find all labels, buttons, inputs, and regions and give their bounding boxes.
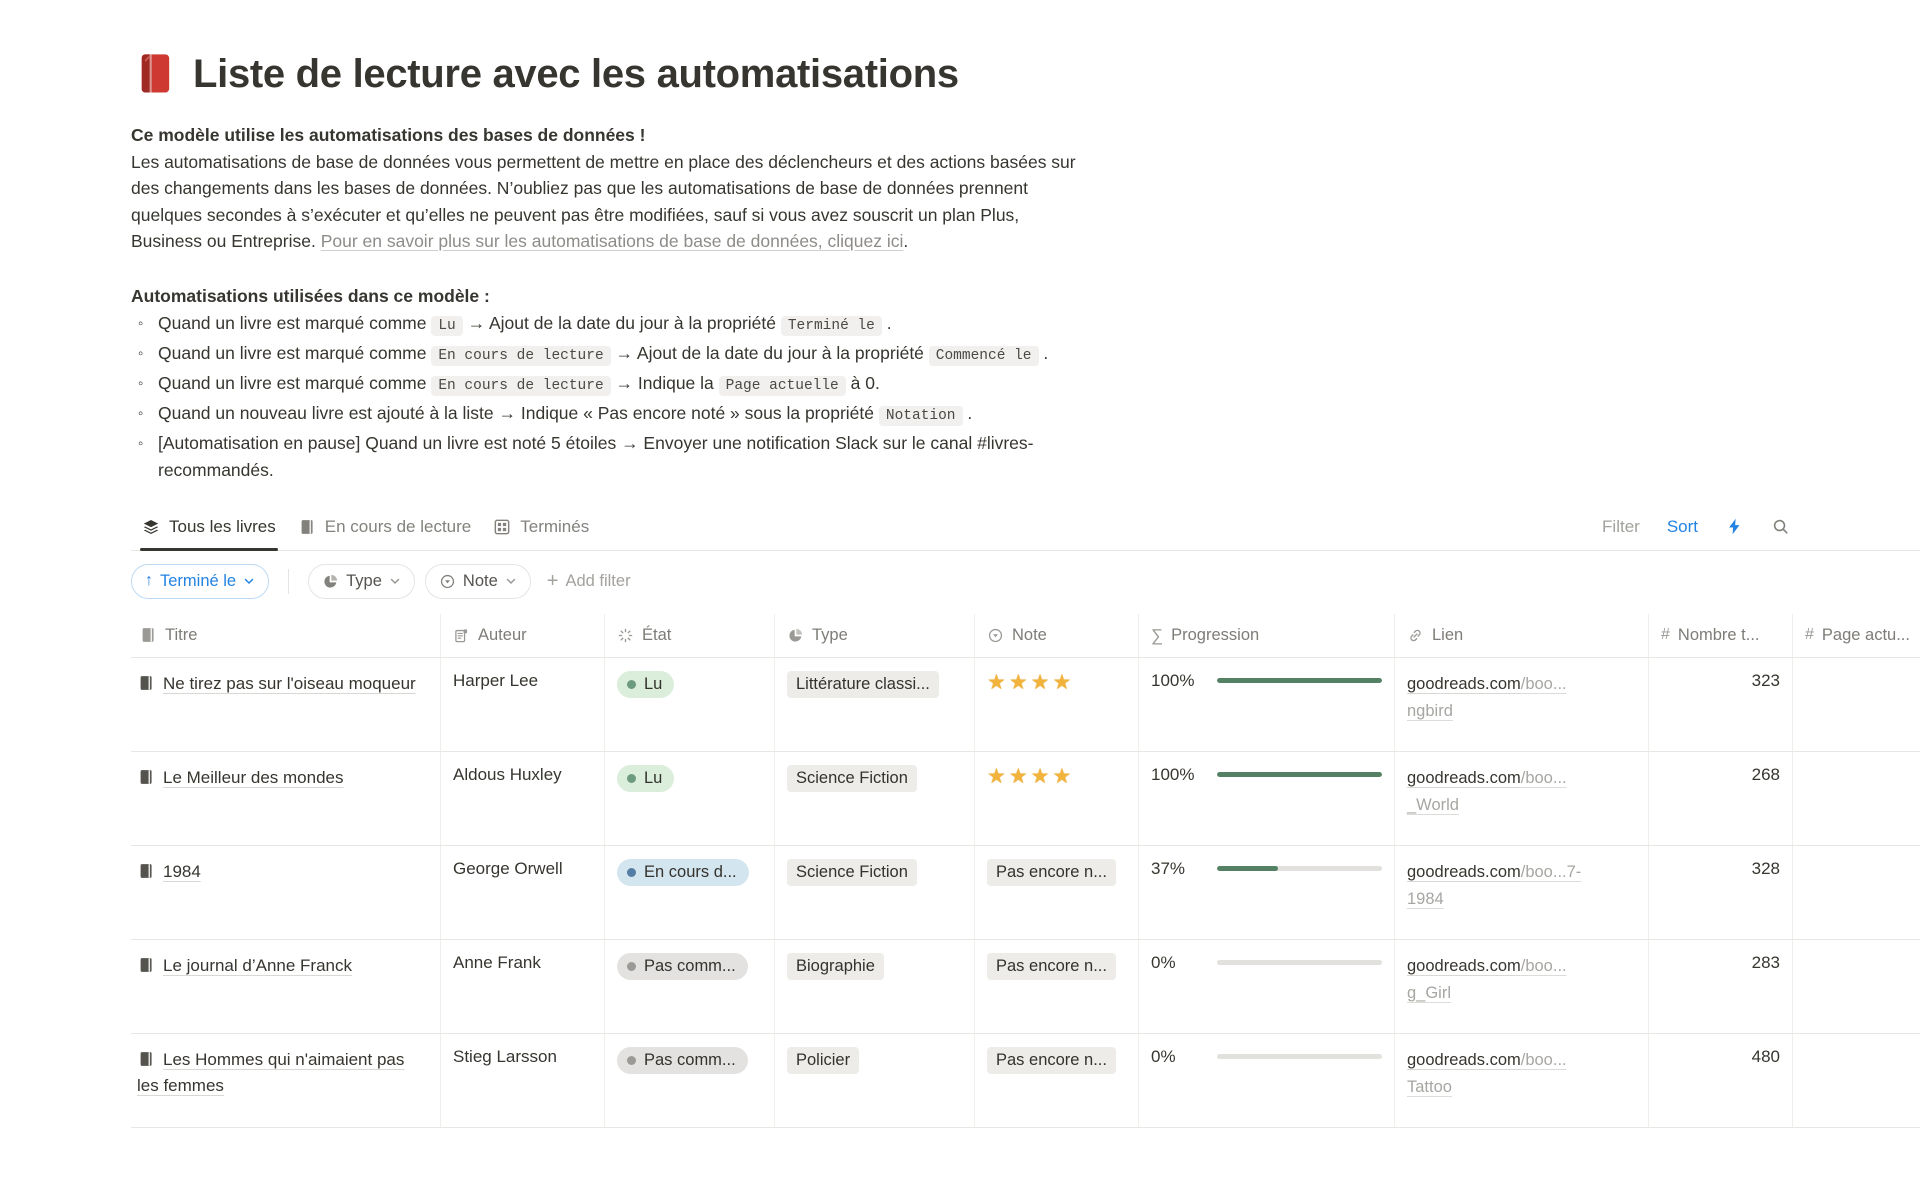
page-count-value: 323 (1751, 670, 1780, 690)
page-count-value: 328 (1751, 858, 1780, 878)
hash-icon: # (1805, 626, 1814, 643)
status-label: Lu (644, 674, 663, 693)
status-dot (627, 868, 636, 877)
note-cell[interactable] (975, 846, 1139, 939)
author-text: George Orwell (453, 858, 563, 878)
link-cell-wrap[interactable] (1395, 752, 1649, 845)
note-tag[interactable]: Pas encore n... (987, 859, 1116, 886)
status-icon (617, 627, 634, 644)
link-path-continued: _World (1407, 795, 1459, 814)
tab-termin-s[interactable] (482, 504, 600, 550)
author-cell[interactable] (441, 658, 605, 751)
add-filter-button[interactable] (547, 571, 631, 591)
author-text: Anne Frank (453, 952, 541, 972)
link-domain: goodreads.com (1407, 956, 1521, 975)
current-page-cell[interactable] (1793, 658, 1920, 751)
type-tag[interactable]: Science Fiction (787, 765, 917, 792)
book-icon (137, 956, 155, 974)
star-rating[interactable]: ★★★★ (987, 764, 1075, 788)
page-count-value: 268 (1751, 764, 1780, 784)
title-cell[interactable] (131, 846, 441, 939)
link-icon (1407, 627, 1424, 644)
property-code-tag: En cours de lecture (431, 376, 610, 396)
sort-chip-label: Terminé le (160, 571, 237, 590)
filter-button[interactable]: Filter (1602, 516, 1640, 536)
filter-bar (131, 551, 1920, 614)
page-count-value: 480 (1751, 1046, 1780, 1066)
add-filter-label: Add filter (565, 571, 631, 590)
automation-item: ◦ Quand un livre est marqué comme En cours de lecture → Indique la Page actuelle à 0. (131, 370, 1116, 400)
automations-heading: Automatisations utilisées dans ce modèle : (131, 285, 490, 306)
view-tabs (131, 504, 600, 550)
automation-item: ◦ Quand un livre est marqué comme Lu → Ajout de la date du jour à la propriété Terminé le . (131, 310, 1116, 340)
status-dot (627, 680, 636, 689)
column-header-auteur[interactable] (441, 614, 605, 657)
note-tag[interactable]: Pas encore n... (987, 1047, 1116, 1074)
note-cell[interactable] (975, 752, 1139, 845)
type-tag[interactable]: Littérature classi... (787, 671, 939, 698)
hash-icon: # (1661, 626, 1670, 643)
link-line-1 (1407, 765, 1636, 792)
progression-cell[interactable] (1139, 658, 1395, 751)
automation-item: ◦ Quand un livre est marqué comme En cours de lecture → Ajout de la date du jour à la propriété Commencé le . (131, 340, 1116, 370)
type-tag[interactable]: Biographie (787, 953, 884, 980)
progress-bar-fill (1217, 866, 1278, 871)
tab-label: En cours de lecture (324, 516, 472, 536)
type-tag[interactable]: Policier (787, 1047, 859, 1074)
author-cell[interactable] (441, 846, 605, 939)
link-domain: goodreads.com (1407, 1050, 1521, 1069)
gallery-icon (493, 518, 511, 536)
link-line-1 (1407, 859, 1636, 886)
book-title-link[interactable]: Le journal d’Anne Franck (163, 955, 353, 975)
sigma-icon: ∑ (1151, 625, 1164, 645)
link-domain: goodreads.com (1407, 862, 1521, 881)
note-tag[interactable]: Pas encore n... (987, 953, 1116, 980)
progression-cell[interactable] (1139, 1034, 1395, 1127)
progress-percent: 0% (1151, 952, 1176, 972)
tab-label: Terminés (520, 516, 590, 536)
author-cell[interactable] (441, 752, 605, 845)
type-cell[interactable] (775, 658, 975, 751)
book-icon (137, 862, 155, 880)
column-label: Titre (165, 625, 198, 644)
current-page-cell[interactable] (1793, 846, 1920, 939)
status-dot (627, 774, 636, 783)
title-cell[interactable] (131, 658, 441, 751)
status-label: Pas comm... (644, 1050, 736, 1069)
red-book-emoji (131, 51, 178, 98)
title-cell[interactable] (131, 940, 441, 1033)
status-label: En cours d... (644, 862, 737, 881)
automations-learn-more-link[interactable]: Pour en savoir plus sur les automatisations de base de données, cliquez ici (320, 231, 904, 251)
current-page-cell[interactable] (1793, 940, 1920, 1033)
filter-chip-note[interactable] (425, 564, 531, 599)
status-cell[interactable] (605, 1034, 775, 1127)
intro-body-text: Les automatisations de base de données vous permettent de mettre en place des déclencheurs et des actions basées sur des changements dans les bases de données. N’oubliez pas que les automatisations de base de données prennent quelques secondes à s’exécuter et qu’elles ne peuvent pas être modifiées, sauf si vous avez souscrit un plan Plus, Business ou Entreprise. (131, 151, 1076, 251)
bullet-marker: ◦ (138, 344, 144, 362)
progress-percent: 0% (1151, 1046, 1176, 1066)
page-count-cell[interactable] (1649, 940, 1793, 1033)
property-code-tag: En cours de lecture (431, 346, 610, 366)
link-line-2 (1407, 886, 1636, 913)
progress-row (1151, 859, 1382, 879)
status-cell[interactable] (605, 752, 775, 845)
status-cell[interactable] (605, 846, 775, 939)
book-title-link[interactable]: Le Meilleur des mondes (163, 767, 344, 787)
bullet-marker: ◦ (138, 404, 144, 422)
table-row (131, 658, 1920, 752)
column-header-page[interactable] (1793, 614, 1920, 657)
property-code-tag: Notation (879, 406, 963, 426)
view-tabs-bar (131, 504, 1920, 551)
type-tag[interactable]: Science Fiction (787, 859, 917, 886)
pie-icon (787, 627, 804, 644)
page-count-cell[interactable] (1649, 846, 1793, 939)
goodreads-link[interactable] (1407, 1047, 1636, 1101)
table-row (131, 846, 1920, 940)
book-icon (137, 1050, 155, 1068)
book-icon (298, 518, 316, 536)
link-path: /boo...7- (1520, 862, 1582, 881)
book-title-link[interactable]: Les Hommes qui n'aimaient pas les femmes (137, 1049, 405, 1095)
chevron-down-icon (243, 575, 255, 587)
progress-row (1151, 1047, 1382, 1067)
column-label: Type (812, 625, 848, 644)
progression-cell[interactable] (1139, 752, 1395, 845)
progress-row (1151, 671, 1382, 691)
type-cell[interactable] (775, 1034, 975, 1127)
circle-caret-icon (987, 627, 1004, 644)
view-controls (1602, 504, 1790, 550)
column-label: Nombre t... (1677, 625, 1760, 644)
filter-divider (288, 569, 289, 594)
author-cell[interactable] (441, 940, 605, 1033)
property-code-tag: Page actuelle (719, 376, 846, 396)
page-title (131, 51, 1920, 98)
status-cell[interactable] (605, 658, 775, 751)
status-pill[interactable] (617, 765, 674, 792)
intro-block (131, 122, 1083, 255)
status-pill[interactable] (617, 671, 674, 698)
column-label: Auteur (478, 625, 527, 644)
circle-caret-icon (439, 573, 456, 590)
book-icon (137, 674, 155, 692)
author-text: Aldous Huxley (453, 764, 562, 784)
status-dot (627, 962, 636, 971)
status-pill[interactable] (617, 953, 748, 980)
note-cell[interactable] (975, 940, 1139, 1033)
page-count-value: 283 (1751, 952, 1780, 972)
status-cell[interactable] (605, 940, 775, 1033)
type-cell[interactable] (775, 846, 975, 939)
progress-row (1151, 953, 1382, 973)
sort-chip-termine-le[interactable] (131, 564, 269, 599)
link-path-continued: g_Girl (1407, 983, 1452, 1002)
filter-chip-type[interactable] (308, 564, 415, 599)
filter-chip-type-label: Type (346, 571, 382, 590)
progress-row (1151, 765, 1382, 785)
text-page-icon (453, 627, 470, 644)
bullet-marker: ◦ (138, 434, 144, 452)
tab-label: Tous les livres (169, 516, 276, 536)
link-path-continued: 1984 (1407, 889, 1444, 908)
progress-bar (1217, 772, 1382, 777)
link-line-2 (1407, 1074, 1636, 1101)
status-label: Lu (644, 768, 663, 787)
link-cell-wrap[interactable] (1395, 846, 1649, 939)
column-label: Progression (1171, 625, 1260, 644)
link-line-1 (1407, 1047, 1636, 1074)
type-cell[interactable] (775, 940, 975, 1033)
table-header (131, 614, 1920, 658)
link-domain: goodreads.com (1407, 674, 1521, 693)
progress-bar-fill (1217, 772, 1382, 777)
type-cell[interactable] (775, 752, 975, 845)
column-label: Lien (1432, 625, 1464, 644)
status-pill[interactable] (617, 1047, 748, 1074)
column-label: État (642, 625, 672, 644)
link-path-continued: Tattoo (1407, 1077, 1452, 1096)
progress-percent: 100% (1151, 764, 1195, 784)
bullet-marker: ◦ (138, 374, 144, 392)
automation-item: ◦ [Automatisation en pause] Quand un livre est noté 5 étoiles → Envoyer une notification Slack sur le canal #livres-recommandés. (131, 430, 1116, 484)
table-row (131, 1034, 1920, 1128)
plus-icon: + (546, 570, 559, 592)
progression-cell[interactable] (1139, 940, 1395, 1033)
author-text: Harper Lee (453, 670, 539, 690)
status-dot (627, 1056, 636, 1065)
title-cell[interactable] (131, 1034, 441, 1127)
link-cell-wrap[interactable] (1395, 1034, 1649, 1127)
progress-bar (1217, 960, 1382, 965)
column-label: Note (1012, 625, 1047, 644)
tab-tous-les-livres[interactable] (131, 504, 287, 550)
link-cell-wrap[interactable] (1395, 940, 1649, 1033)
status-label: Pas comm... (644, 956, 736, 975)
note-cell[interactable] (975, 1034, 1139, 1127)
link-line-2 (1407, 980, 1636, 1007)
search-icon[interactable] (1771, 517, 1790, 536)
current-page-cell[interactable] (1793, 752, 1920, 845)
progress-bar (1217, 866, 1382, 871)
tab-en-cours-de-lecture[interactable] (287, 504, 482, 550)
goodreads-link[interactable] (1407, 859, 1636, 913)
sort-button[interactable]: Sort (1666, 516, 1698, 536)
property-code-tag: Commencé le (929, 346, 1039, 366)
link-cell-wrap[interactable] (1395, 658, 1649, 751)
star-rating[interactable]: ★★★★ (987, 670, 1075, 694)
page-count-cell[interactable] (1649, 752, 1793, 845)
filter-chip-note-label: Note (462, 571, 498, 590)
link-line-2 (1407, 698, 1636, 725)
link-path: /boo... (1520, 1050, 1567, 1069)
page-count-cell[interactable] (1649, 658, 1793, 751)
link-path: /boo... (1520, 768, 1567, 787)
link-line-1 (1407, 671, 1636, 698)
progress-percent: 37% (1151, 858, 1186, 878)
table-row (131, 752, 1920, 846)
author-cell[interactable] (441, 1034, 605, 1127)
property-code-tag: Lu (431, 316, 462, 336)
column-header-titre[interactable] (131, 614, 441, 657)
link-domain: goodreads.com (1407, 768, 1521, 787)
progress-bar (1217, 1054, 1382, 1059)
column-header-lien[interactable] (1395, 614, 1649, 657)
book-icon (137, 768, 155, 786)
intro-bold-line: Ce modèle utilise les automatisations des bases de données ! (131, 125, 646, 145)
chevron-down-icon (389, 575, 401, 587)
link-path: /boo... (1520, 674, 1567, 693)
page-title-text: Liste de lecture avec les automatisations (193, 52, 959, 96)
book-icon (139, 626, 157, 644)
link-path: /boo... (1520, 956, 1567, 975)
pie-icon (322, 573, 339, 590)
automations-list (131, 310, 1116, 484)
property-code-tag: Terminé le (781, 316, 882, 336)
book-title-link[interactable]: Ne tirez pas sur l'oiseau moqueur (163, 673, 416, 693)
title-cell[interactable] (131, 752, 441, 845)
author-text: Stieg Larsson (453, 1046, 557, 1066)
current-page-cell[interactable] (1793, 1034, 1920, 1127)
column-header-nombre[interactable] (1649, 614, 1793, 657)
goodreads-link[interactable] (1407, 953, 1636, 1007)
lightning-icon[interactable] (1725, 517, 1744, 536)
bullet-marker: ◦ (138, 314, 144, 332)
link-path-continued: ngbird (1407, 701, 1453, 720)
goodreads-link[interactable] (1407, 671, 1636, 725)
column-header-etat[interactable] (605, 614, 775, 657)
sort-ascending-arrow: ↑ (145, 572, 153, 589)
column-header-progression[interactable] (1139, 614, 1395, 657)
automation-item: ◦ Quand un nouveau livre est ajouté à la liste → Indique « Pas encore noté » sous la propriété Notation . (131, 400, 1116, 430)
progression-cell[interactable] (1139, 846, 1395, 939)
goodreads-link[interactable] (1407, 765, 1636, 819)
column-header-note[interactable] (975, 614, 1139, 657)
note-cell[interactable] (975, 658, 1139, 751)
stack-icon (142, 518, 160, 536)
table-row (131, 940, 1920, 1034)
link-line-2 (1407, 792, 1636, 819)
column-label: Page actu... (1821, 625, 1910, 644)
book-title-link[interactable]: 1984 (163, 861, 201, 881)
page-count-cell[interactable] (1649, 1034, 1793, 1127)
column-header-type[interactable] (775, 614, 975, 657)
progress-bar (1217, 678, 1382, 683)
progress-percent: 100% (1151, 670, 1195, 690)
chevron-down-icon (505, 575, 517, 587)
intro-period: . (903, 231, 909, 251)
progress-bar-fill (1217, 678, 1382, 683)
status-pill[interactable] (617, 859, 749, 886)
link-line-1 (1407, 953, 1636, 980)
books-table (131, 614, 1920, 1128)
